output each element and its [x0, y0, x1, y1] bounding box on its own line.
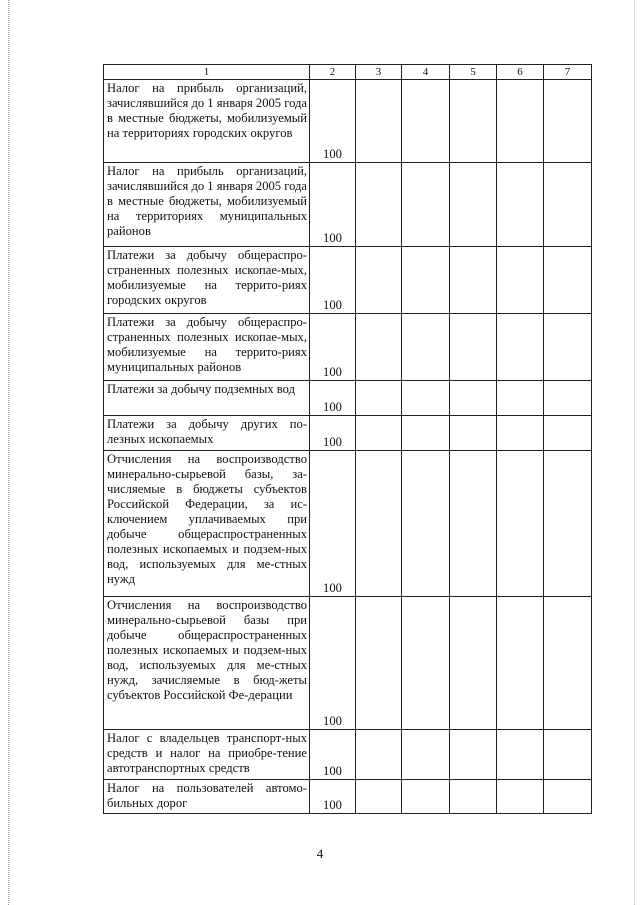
row-description: Отчисления на воспроизводство минерально-сырьевой базы при добыче общераспространенных полезных ископаемых и подзем-ных вод, используемых для ме-стных нужд, зачисляемые в бюд-жеты субъектов Российской Фе-дерации: [104, 597, 310, 730]
page-number: 4: [316, 846, 324, 861]
row-description: Налог на прибыль организаций, зачислявшийся до 1 января 2005 года в местные бюджеты, мобилизуемый на территориях городских округов: [104, 80, 310, 163]
empty-cell: [356, 416, 402, 451]
empty-cell: [356, 780, 402, 814]
empty-cell: [402, 730, 450, 780]
row-description: Налог на пользователей автомо-бильных дорог: [104, 780, 310, 814]
empty-cell: [497, 730, 544, 780]
budget-table: [103, 64, 592, 814]
empty-cell: [356, 451, 402, 597]
row-value: 100: [310, 381, 356, 416]
empty-cell: [402, 451, 450, 597]
empty-cell: [356, 381, 402, 416]
row-description: Налог с владельцев транспорт-ных средств и налог на приобре-тение автотранспортных средств: [104, 730, 310, 780]
column-header: 4: [402, 65, 450, 80]
table-row: [104, 314, 592, 381]
row-value: 100: [310, 80, 356, 163]
empty-cell: [402, 314, 450, 381]
empty-cell: [497, 416, 544, 451]
empty-cell: [497, 247, 544, 314]
row-description: Налог на прибыль организаций, зачислявшийся до 1 января 2005 года в местные бюджеты, мобилизуемый на территориях муниципальных районов: [104, 163, 310, 247]
empty-cell: [402, 247, 450, 314]
empty-cell: [544, 597, 592, 730]
empty-cell: [497, 780, 544, 814]
column-header: 6: [497, 65, 544, 80]
empty-cell: [450, 730, 497, 780]
table-row: [104, 163, 592, 247]
empty-cell: [544, 730, 592, 780]
column-header: 2: [310, 65, 356, 80]
empty-cell: [544, 80, 592, 163]
table-row: [104, 780, 592, 814]
empty-cell: [356, 597, 402, 730]
empty-cell: [450, 416, 497, 451]
empty-cell: [544, 314, 592, 381]
row-value: 100: [310, 780, 356, 814]
empty-cell: [450, 80, 497, 163]
column-header: 7: [544, 65, 592, 80]
empty-cell: [450, 163, 497, 247]
empty-cell: [497, 597, 544, 730]
empty-cell: [356, 163, 402, 247]
empty-cell: [450, 247, 497, 314]
empty-cell: [402, 80, 450, 163]
empty-cell: [497, 80, 544, 163]
row-description: Отчисления на воспроизводство минерально-сырьевой базы, за-числяемые в бюджеты субъектов Российской Федерации, за ис-ключением уплачиваемых при добыче общераспространенных полезных ископаемых и подзем-ных вод, используемых для ме-стных нужд: [104, 451, 310, 597]
row-value: 100: [310, 597, 356, 730]
empty-cell: [497, 163, 544, 247]
column-header: 5: [450, 65, 497, 80]
row-description: Платежи за добычу других по-лезных ископаемых: [104, 416, 310, 451]
row-value: 100: [310, 416, 356, 451]
table-header-row: [104, 65, 592, 80]
empty-cell: [544, 247, 592, 314]
empty-cell: [402, 780, 450, 814]
row-description: Платежи за добычу подземных вод: [104, 381, 310, 416]
row-description: Платежи за добычу общераспро-страненных полезных ископае-мых, мобилизуемые на террито-риях городских округов: [104, 247, 310, 314]
empty-cell: [402, 163, 450, 247]
empty-cell: [450, 597, 497, 730]
scan-left-edge: [8, 0, 9, 905]
empty-cell: [402, 416, 450, 451]
scan-right-edge: [634, 0, 635, 905]
empty-cell: [450, 780, 497, 814]
table-row: [104, 80, 592, 163]
empty-cell: [497, 381, 544, 416]
empty-cell: [544, 451, 592, 597]
row-value: 100: [310, 730, 356, 780]
table-row: [104, 730, 592, 780]
row-description: Платежи за добычу общераспро-страненных полезных ископае-мых, мобилизуемые на террито-риях муниципальных районов: [104, 314, 310, 381]
empty-cell: [450, 314, 497, 381]
column-header: 3: [356, 65, 402, 80]
empty-cell: [402, 381, 450, 416]
empty-cell: [356, 730, 402, 780]
table-row: [104, 381, 592, 416]
row-value: 100: [310, 451, 356, 597]
empty-cell: [356, 80, 402, 163]
table-row: [104, 416, 592, 451]
table-row: [104, 597, 592, 730]
table-row: [104, 247, 592, 314]
row-value: 100: [310, 247, 356, 314]
row-value: 100: [310, 314, 356, 381]
empty-cell: [356, 247, 402, 314]
column-header: 1: [104, 65, 310, 80]
empty-cell: [450, 381, 497, 416]
empty-cell: [497, 451, 544, 597]
empty-cell: [544, 780, 592, 814]
table-row: [104, 451, 592, 597]
empty-cell: [356, 314, 402, 381]
empty-cell: [544, 381, 592, 416]
empty-cell: [402, 597, 450, 730]
empty-cell: [544, 163, 592, 247]
empty-cell: [450, 451, 497, 597]
empty-cell: [544, 416, 592, 451]
row-value: 100: [310, 163, 356, 247]
empty-cell: [497, 314, 544, 381]
